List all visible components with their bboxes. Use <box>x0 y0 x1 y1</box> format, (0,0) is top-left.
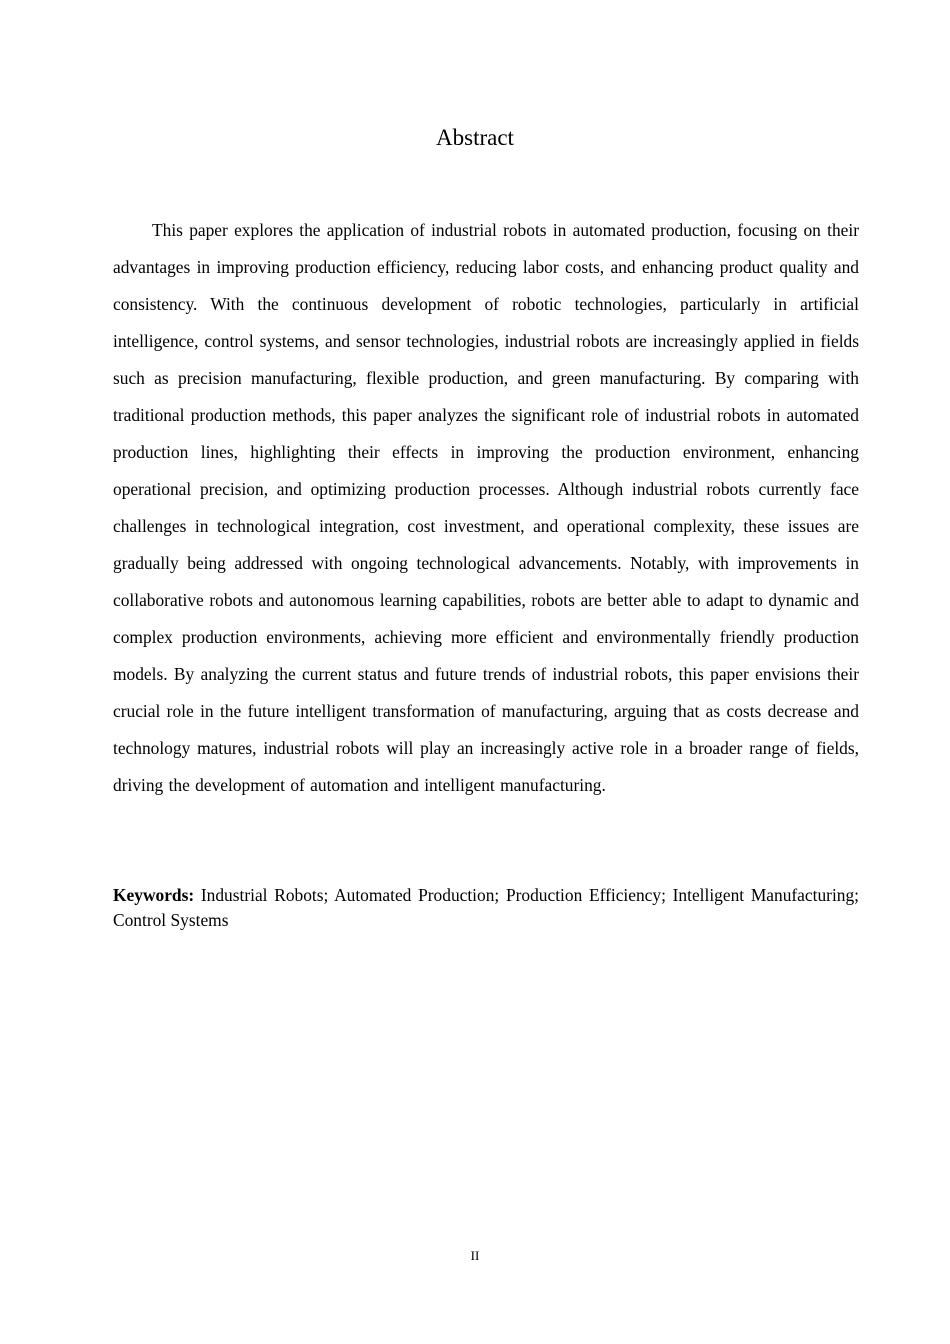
page-number: II <box>470 1248 480 1263</box>
keywords-line <box>113 883 859 933</box>
keywords-label: Keywords: <box>113 885 195 905</box>
keywords-list: Industrial Robots; Automated Production; Production Efficiency; Intelligent Manufacturing; Control Systems <box>113 885 859 930</box>
abstract-body: This paper explores the application of industrial robots in automated production, focusing on their advantages in improving production efficiency, reducing labor costs, and enhancing product quality and consistency. With the continuous development of robotic technologies, particularly in artificial intelligence, control systems, and sensor technologies, industrial robots are increasingly applied in fields such as precision manufacturing, flexible production, and green manufacturing. By comparing with traditional production methods, this paper analyzes the significant role of industrial robots in automated production lines, highlighting their effects in improving the production environment, enhancing operational precision, and optimizing production processes. Although industrial robots currently face challenges in technological integration, cost investment, and operational complexity, these issues are gradually being addressed with ongoing technological advancements. Notably, with improvements in collaborative robots and autonomous learning capabilities, robots are better able to adapt to dynamic and complex production environments, achieving more efficient and environmentally friendly production models. By analyzing the current status and future trends of industrial robots, this paper envisions their crucial role in the future intelligent transformation of manufacturing, arguing that as costs decrease and technology matures, industrial robots will play an increasingly active role in a broader range of fields, driving the development of automation and intelligent manufacturing. <box>113 220 859 795</box>
abstract-title: Abstract <box>436 125 514 150</box>
